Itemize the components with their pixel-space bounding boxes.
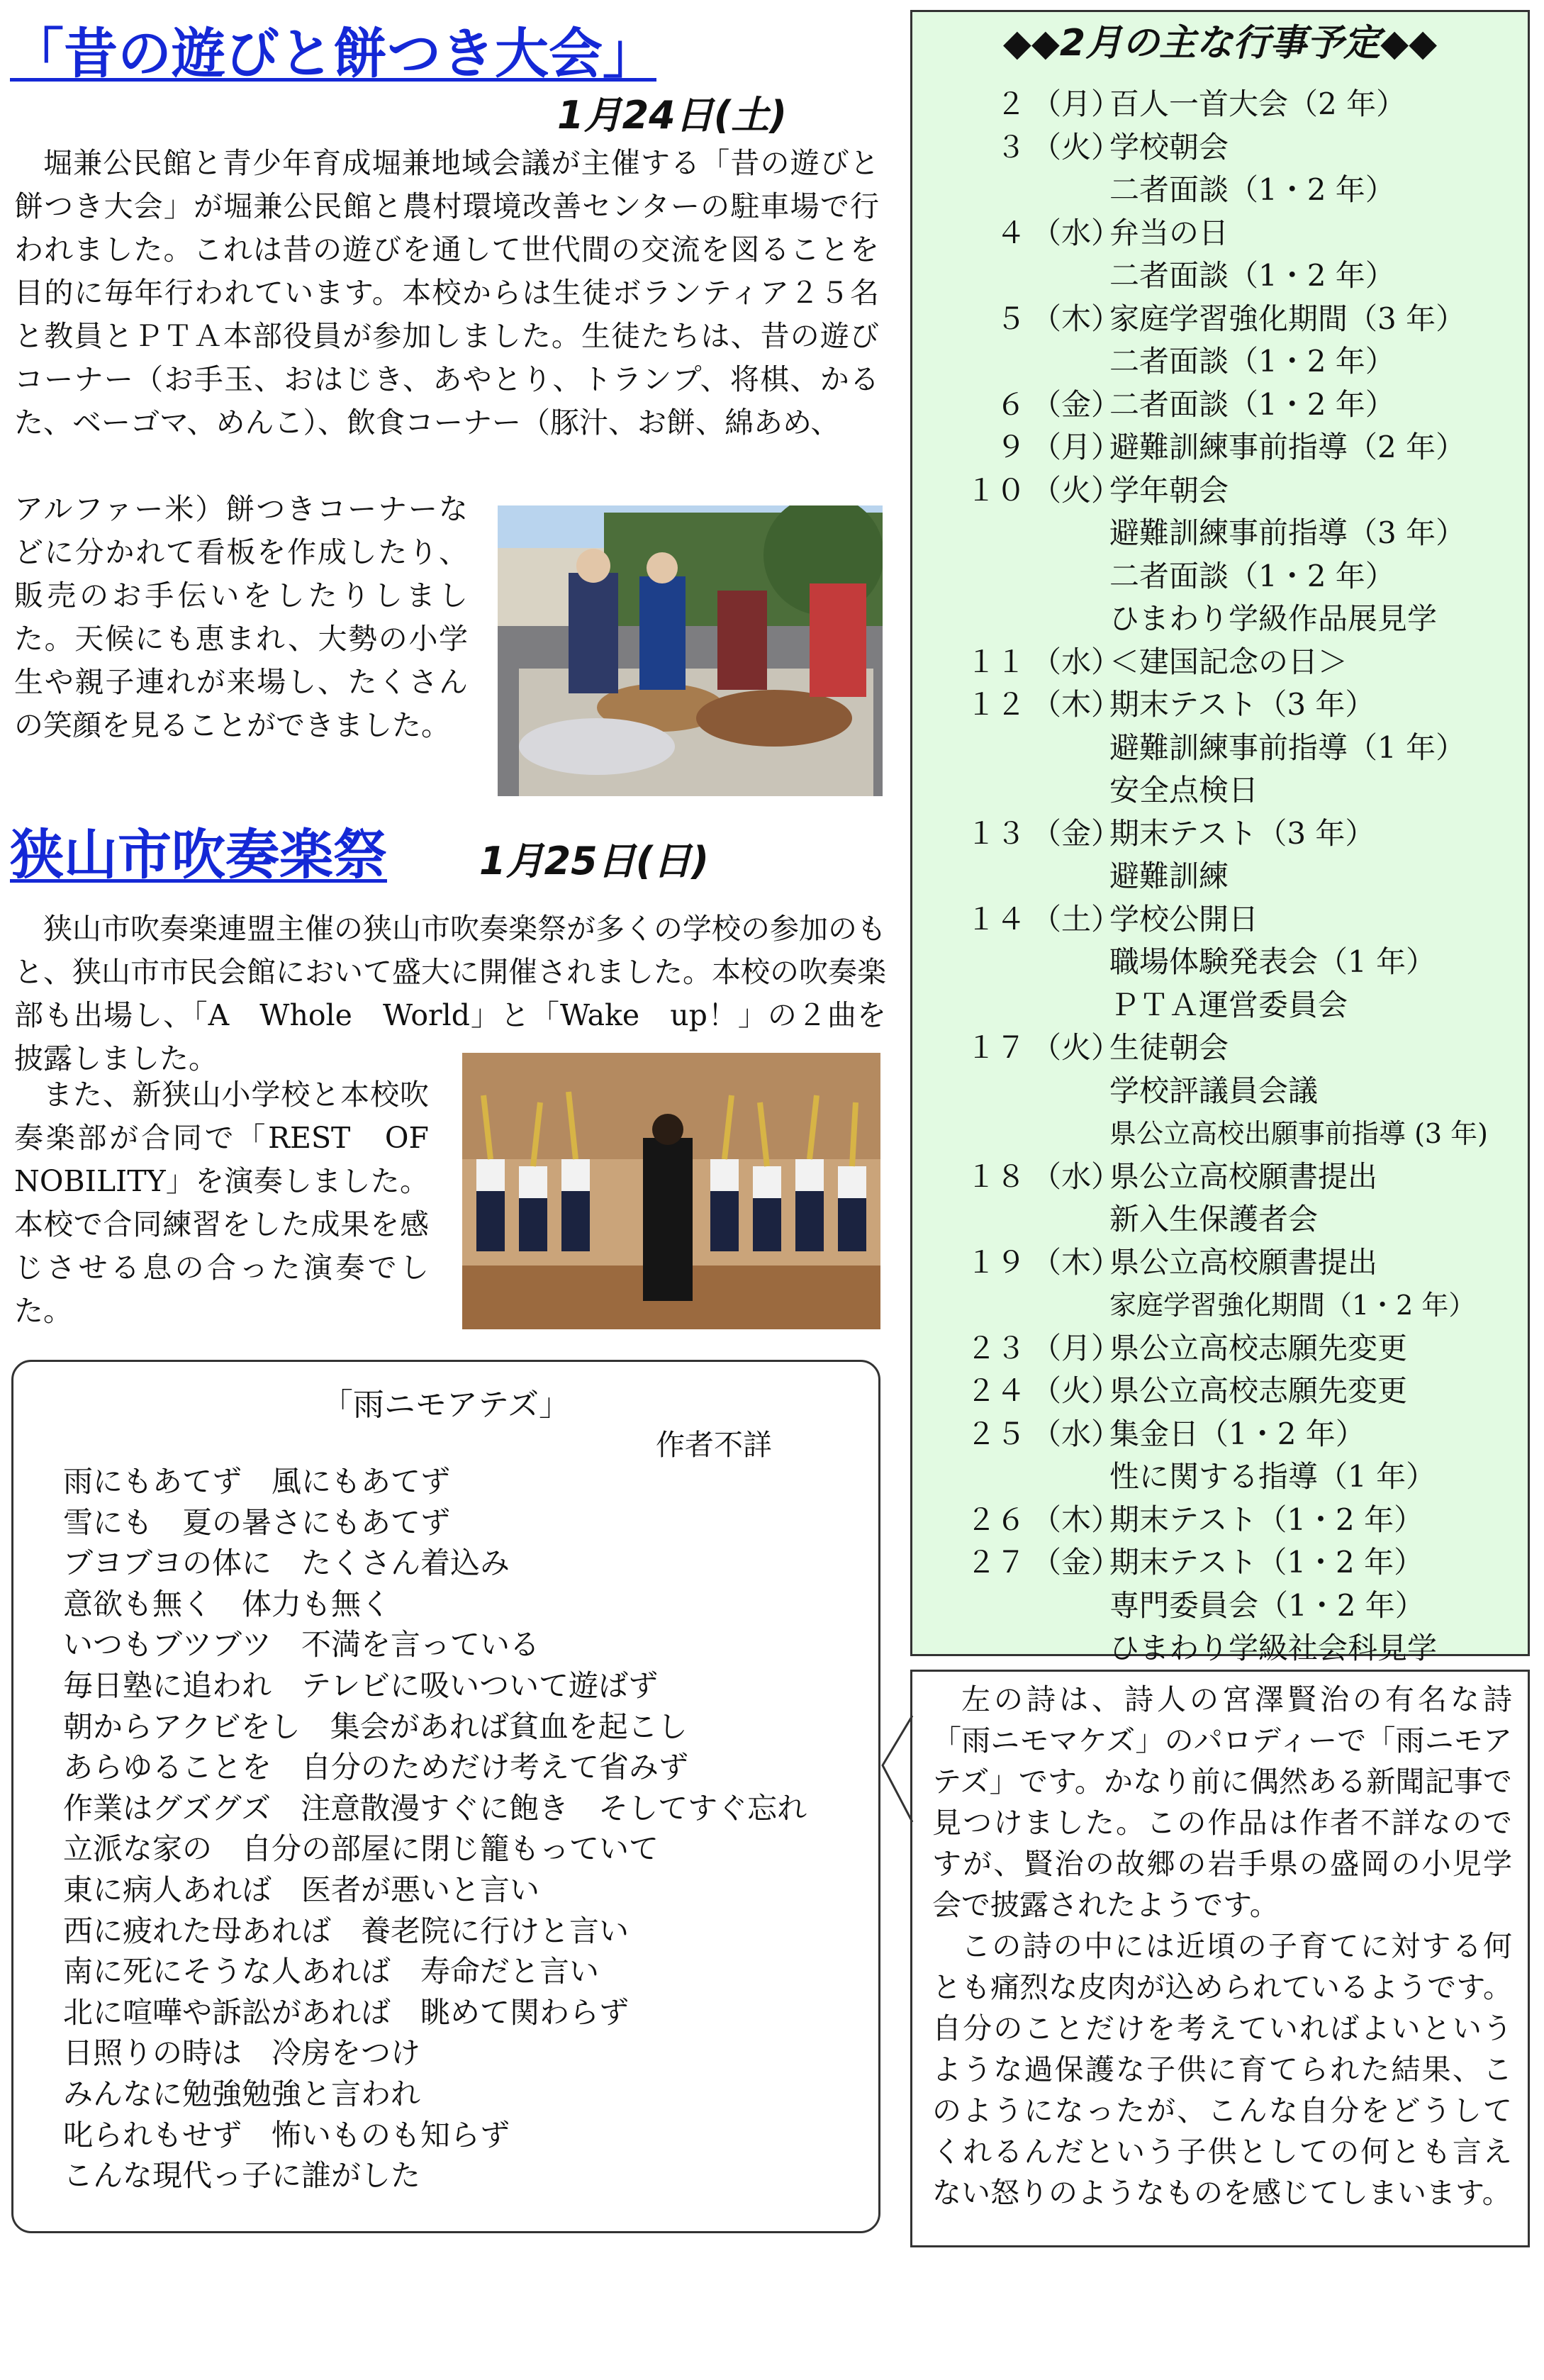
schedule-row bbox=[934, 83, 1529, 125]
schedule-event: 二者面談（1・2 年） bbox=[1109, 258, 1395, 293]
band-photo bbox=[462, 1053, 880, 1329]
schedule-row bbox=[934, 1070, 1529, 1112]
schedule-row bbox=[934, 1112, 1529, 1155]
schedule-weekday: （火） bbox=[1031, 472, 1121, 508]
schedule-weekday: （金） bbox=[1031, 815, 1121, 851]
schedule-weekday: （火） bbox=[1031, 1030, 1121, 1065]
article2-paragraph: 狭山市吹奏楽連盟主催の狭山市吹奏楽祭が多くの学校の参加のもと、狭山市市民会館において盛大に開催されました。本校の吹奏楽部も出場し、「A Whole World」と「Wake up！」の２曲を披露しました。 bbox=[14, 912, 886, 1076]
schedule-day: ２６ bbox=[966, 1502, 1026, 1537]
article1-body-side bbox=[14, 488, 468, 793]
schedule-row bbox=[934, 812, 1529, 855]
schedule-day: １７ bbox=[966, 1030, 1026, 1065]
schedule-event: 集金日（1・2 年） bbox=[1109, 1416, 1365, 1451]
schedule-day: ２５ bbox=[966, 1416, 1026, 1451]
schedule-event: 二者面談（1・2 年） bbox=[1109, 172, 1395, 207]
schedule-row bbox=[934, 384, 1529, 426]
article1-title: 「昔の遊びと餅つき大会」 bbox=[10, 22, 656, 85]
schedule-event: 職場体験発表会（1 年） bbox=[1109, 944, 1436, 979]
schedule-day: １０ bbox=[966, 472, 1026, 508]
schedule-day: １９ bbox=[966, 1244, 1026, 1280]
schedule-day: ５ bbox=[995, 301, 1026, 336]
schedule-event: ＜建国記念の日＞ bbox=[1109, 644, 1348, 679]
schedule-box bbox=[910, 10, 1530, 1665]
article2-body-side bbox=[14, 1073, 458, 1329]
schedule-weekday: （木） bbox=[1031, 301, 1121, 336]
schedule-event: 性に関する指導（1 年） bbox=[1109, 1459, 1436, 1494]
article1-date: 1月24日(土) bbox=[557, 93, 788, 138]
schedule-row bbox=[934, 555, 1529, 598]
schedule-event: 期末テスト（3 年） bbox=[1109, 687, 1375, 722]
schedule-day: ２３ bbox=[966, 1330, 1026, 1365]
schedule-weekday: （木） bbox=[1031, 1244, 1121, 1280]
schedule-event: 避難訓練事前指導（1 年） bbox=[1109, 730, 1466, 765]
schedule-event: 生徒朝会 bbox=[1109, 1030, 1229, 1065]
schedule-row bbox=[934, 1241, 1529, 1284]
poem-line: 東に病人あれば 医者が悪いと言い bbox=[63, 1872, 540, 1907]
schedule-weekday: （水） bbox=[1031, 1158, 1121, 1194]
schedule-event: 専門委員会（1・2 年） bbox=[1109, 1587, 1425, 1623]
article2-title: 狭山市吹奏楽祭 bbox=[10, 823, 387, 886]
schedule-weekday: （金） bbox=[1031, 386, 1121, 422]
poem-line: 叱られもせず 怖いものも知らず bbox=[63, 2117, 510, 2152]
schedule-day: １１ bbox=[966, 644, 1026, 679]
schedule-event: ひまわり学級社会科見学 bbox=[1109, 1631, 1438, 1665]
article1-body-top bbox=[14, 142, 879, 500]
schedule-row bbox=[934, 126, 1529, 169]
schedule-event: 家庭学習強化期間（3 年） bbox=[1109, 301, 1466, 336]
schedule-row bbox=[934, 641, 1529, 683]
article2-paragraph-2: また、新狭山小学校と本校吹奏楽部が合同で「REST OF NOBILITY」を演奏しました。本校で合同練習をした成果を感じさせる息の合った演奏でした。 bbox=[14, 1078, 458, 1328]
schedule-event: 県公立高校願書提出 bbox=[1109, 1158, 1378, 1194]
schedule-row bbox=[934, 984, 1529, 1027]
schedule-day: ２ bbox=[995, 86, 1026, 121]
article2-body-top bbox=[14, 907, 886, 1078]
schedule-weekday: （月） bbox=[1031, 86, 1121, 121]
schedule-weekday: （木） bbox=[1031, 687, 1121, 722]
schedule-event: 二者面談（1・2 年） bbox=[1109, 558, 1395, 593]
schedule-row bbox=[934, 512, 1529, 554]
schedule-event: 期末テスト（3 年） bbox=[1109, 815, 1375, 851]
speech-bubble-pointer bbox=[879, 1716, 914, 1857]
schedule-row bbox=[934, 169, 1529, 211]
schedule-weekday: （水） bbox=[1031, 644, 1121, 679]
poem-line: 雪にも 夏の暑さにもあてず bbox=[63, 1504, 451, 1540]
schedule-row bbox=[934, 1627, 1529, 1670]
poem-title: 「雨ニモアテズ」 bbox=[321, 1387, 571, 1423]
commentary-paragraph-2: この詩の中には近頃の子育てに対する何とも痛烈な皮肉が込められているようです。自分のことだけを考えていればよいというような過保護な子供に育てられた結果、このようになったが、こんな自分をどうしてくれるんだという子供としての何とも言えない怒りのようなものを感じてしまいます。 bbox=[932, 1929, 1512, 2210]
schedule-event: ひまわり学級作品展見学 bbox=[1109, 601, 1438, 636]
schedule-event: 学年朝会 bbox=[1109, 472, 1229, 508]
schedule-event: 学校公開日 bbox=[1109, 901, 1259, 937]
schedule-event: 新入生保護者会 bbox=[1109, 1202, 1319, 1236]
poem-line: あらゆることを 自分のためだけ考えて省みず bbox=[63, 1750, 689, 1785]
schedule-row bbox=[934, 1499, 1529, 1541]
commentary-text bbox=[932, 1679, 1512, 2213]
schedule-event: 二者面談（1・2 年） bbox=[1109, 344, 1395, 379]
schedule-event: 家庭学習強化期間（1・2 年） bbox=[1109, 1290, 1476, 1321]
schedule-row bbox=[934, 255, 1529, 297]
poem-line: 雨にもあてず 風にもあてず bbox=[63, 1464, 451, 1499]
schedule-event: ＰＴＡ運営委員会 bbox=[1109, 987, 1348, 1022]
schedule-day: ２４ bbox=[966, 1373, 1026, 1408]
article1-paragraph: 堀兼公民館と青少年育成堀兼地域会議が主催する「昔の遊びと餅つき大会」が堀兼公民館と農村環境改善センターの駐車場で行われました。これは昔の遊びを通して世代間の交流を図ることを目的に毎年行われています。本校からは生徒ボランティア２５名と教員とＰＴＡ本部役員が参加しました。生徒たちは、昔の遊びコーナー（お手玉、おはじき、あやとり、トランプ、将棋、かるた、ベーゴマ、めんこ）、飲食コーナー（豚汁、お餅、綿あめ、 bbox=[14, 146, 879, 440]
schedule-row bbox=[934, 469, 1529, 512]
schedule-event: 県公立高校出願事前指導 (3 年) bbox=[1109, 1118, 1488, 1149]
schedule-day: ９ bbox=[995, 430, 1026, 464]
schedule-day: １４ bbox=[966, 901, 1026, 937]
poem-line: 北に喧嘩や訴訟があれば 眺めて関わらず bbox=[63, 1994, 630, 2030]
schedule-day: ３ bbox=[995, 129, 1026, 164]
commentary-box bbox=[910, 1670, 1530, 2247]
schedule-weekday: （土） bbox=[1031, 901, 1121, 937]
schedule-title: ◆◆2月の主な行事予定◆◆ bbox=[1002, 22, 1438, 65]
mochitsuki-photo bbox=[498, 505, 883, 796]
schedule-row bbox=[934, 1541, 1529, 1584]
poem-line: 日照りの時は 冷房をつけ bbox=[63, 2035, 421, 2071]
poem-lines bbox=[63, 1461, 807, 2196]
schedule-row bbox=[934, 941, 1529, 983]
schedule-event: 学校評議員会議 bbox=[1109, 1073, 1319, 1108]
schedule-weekday: （火） bbox=[1031, 129, 1121, 164]
schedule-event: 学校朝会 bbox=[1109, 129, 1229, 164]
article2-date: 1月25日(日) bbox=[479, 839, 710, 883]
schedule-row bbox=[934, 683, 1529, 726]
schedule-row bbox=[934, 1370, 1529, 1412]
schedule-row bbox=[934, 1456, 1529, 1498]
schedule-weekday: （水） bbox=[1031, 215, 1121, 250]
poem-line: みんなに勉強勉強と言われ bbox=[63, 2076, 421, 2111]
schedule-event: 期末テスト（1・2 年） bbox=[1109, 1502, 1424, 1537]
schedule-row bbox=[934, 598, 1529, 640]
poem-line: 作業はグズグズ 注意散漫すぐに飽き そしてすぐ忘れ bbox=[63, 1790, 807, 1826]
poem-line: 立派な家の 自分の部屋に閉じ籠もっていて bbox=[63, 1831, 659, 1867]
schedule-event: 安全点検日 bbox=[1109, 773, 1259, 808]
schedule-row bbox=[934, 1284, 1529, 1326]
schedule-event: 避難訓練事前指導（3 年） bbox=[1109, 515, 1466, 550]
schedule-event: 県公立高校願書提出 bbox=[1109, 1244, 1378, 1280]
schedule-weekday: （月） bbox=[1031, 1330, 1121, 1365]
schedule-event: 避難訓練 bbox=[1109, 859, 1229, 893]
schedule-row bbox=[934, 727, 1529, 769]
schedule-event: 避難訓練事前指導（2 年） bbox=[1109, 430, 1466, 464]
poem-author: 作者不詳 bbox=[656, 1428, 772, 1462]
schedule-event: 弁当の日 bbox=[1109, 215, 1229, 250]
schedule-row bbox=[934, 1327, 1529, 1370]
schedule-row bbox=[934, 898, 1529, 941]
schedule-weekday: （月） bbox=[1031, 430, 1121, 464]
schedule-row bbox=[934, 212, 1529, 255]
schedule-day: １３ bbox=[966, 815, 1026, 851]
schedule-event: 百人一首大会（2 年） bbox=[1109, 86, 1406, 121]
schedule-event: 二者面談（1・2 年） bbox=[1109, 386, 1395, 422]
schedule-row bbox=[934, 1413, 1529, 1456]
schedule-day: １２ bbox=[966, 687, 1026, 722]
commentary-paragraph-1: 左の詩は、詩人の宮澤賢治の有名な詩「雨ニモマケズ」のパロディーで「雨ニモアテズ」です。かなり前に偶然ある新聞記事で見つけました。この作品は作者不詳なのですが、賢治の故郷の岩手県の盛岡の小児学会で披露されたようです。 bbox=[932, 1682, 1512, 1922]
schedule-day: ２７ bbox=[966, 1545, 1026, 1580]
poem-line: 朝からアクビをし 集会があれば貧血を起こし bbox=[63, 1709, 688, 1744]
schedule-row bbox=[934, 855, 1529, 898]
poem-line: 毎日塾に追われ テレビに吸いついて遊ばず bbox=[63, 1667, 659, 1703]
poem-line: ブヨブヨの体に たくさん着込み bbox=[63, 1546, 510, 1581]
schedule-row bbox=[934, 769, 1529, 812]
schedule-day: １８ bbox=[966, 1158, 1026, 1194]
schedule-event: 県公立高校志願先変更 bbox=[1109, 1330, 1408, 1365]
poem-box bbox=[11, 1360, 880, 2233]
schedule-weekday: （金） bbox=[1031, 1545, 1121, 1580]
poem-line: 南に死にそうな人あれば 寿命だと言い bbox=[63, 1954, 600, 1989]
schedule-row bbox=[934, 1198, 1529, 1241]
schedule-row bbox=[934, 1027, 1529, 1069]
poem-line: いつもブツブツ 不満を言っている bbox=[63, 1627, 540, 1663]
schedule-row bbox=[934, 1585, 1529, 1627]
schedule-event: 期末テスト（1・2 年） bbox=[1109, 1545, 1424, 1580]
schedule-row bbox=[934, 1156, 1529, 1198]
schedule-weekday: （水） bbox=[1031, 1416, 1121, 1451]
schedule-day: ６ bbox=[995, 386, 1026, 422]
schedule-day: ４ bbox=[995, 215, 1026, 250]
schedule-weekday: （木） bbox=[1031, 1502, 1121, 1537]
schedule-row bbox=[934, 340, 1529, 383]
article1-paragraph-cont: アルファー米）餅つきコーナーなどに分かれて看板を作成したり、販売のお手伝いをしたりしました。天候にも恵まれ、大勢の小学生や親子連れが来場し、たくさんの笑顔を見ることができました。 bbox=[14, 492, 468, 742]
poem-line: こんな現代っ子に誰がした bbox=[63, 2158, 421, 2194]
schedule-weekday: （火） bbox=[1031, 1373, 1121, 1408]
poem-line: 意欲も無く 体力も無く bbox=[63, 1586, 391, 1621]
schedule-event: 県公立高校志願先変更 bbox=[1109, 1373, 1408, 1408]
poem-line: 西に疲れた母あれば 養老院に行けと言い bbox=[63, 1913, 630, 1948]
schedule-row bbox=[934, 298, 1529, 340]
schedule-row bbox=[934, 426, 1529, 469]
